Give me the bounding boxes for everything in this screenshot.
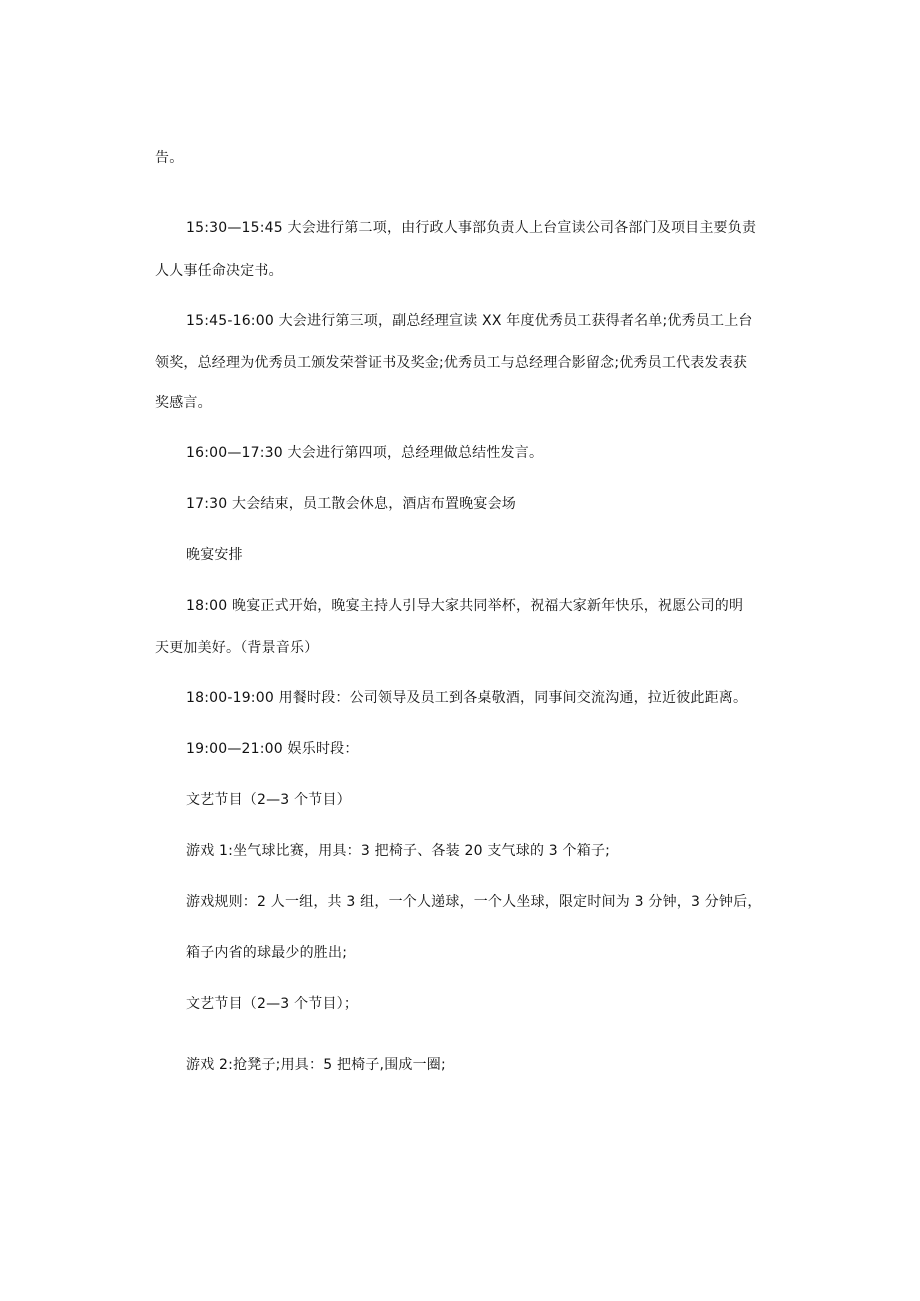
text-line: 奖感言。 (155, 395, 212, 411)
text-line: 15:45-16:00 大会进行第三项，副总经理宣读 XX 年度优秀员工获得者名单;优秀员工上台 (186, 313, 753, 329)
text-line: 游戏规则：2 人一组，共 3 组，一个人递球，一个人坐球，限定时间为 3 分钟，3 分钟后， (186, 894, 762, 910)
text-line: 游戏 1:坐气球比赛，用具：3 把椅子、各装 20 支气球的 3 个箱子; (186, 843, 611, 859)
text-line: 15:30—15:45 大会进行第二项，由行政人事部负责人上台宣读公司各部门及项目主要负责 (186, 220, 757, 236)
text-line: 告。 (155, 150, 184, 166)
text-line: 文艺节目（2—3 个节目）； (186, 996, 359, 1012)
text-line: 人人事任命决定书。 (155, 263, 283, 279)
section-heading: 晚宴安排 (186, 547, 243, 563)
text-line: 领奖，总经理为优秀员工颁发荣誉证书及奖金;优秀员工与总经理合影留念;优秀员工代表发表获 (155, 355, 748, 371)
text-line: 18:00 晚宴正式开始，晚宴主持人引导大家共同举杯，祝福大家新年快乐，祝愿公司的明 (186, 598, 744, 614)
text-line: 箱子内省的球最少的胜出; (186, 945, 348, 961)
text-line: 文艺节目（2—3 个节目） (186, 792, 351, 808)
text-line: 天更加美好。（背景音乐） (155, 640, 319, 656)
text-line: 游戏 2:抢凳子;用具：5 把椅子,围成一圈; (186, 1057, 446, 1073)
text-line: 18:00-19:00 用餐时段：公司领导及员工到各桌敬酒，同事间交流沟通，拉近彼此距离。 (186, 690, 748, 706)
text-line: 19:00—21:00 娱乐时段： (186, 741, 359, 757)
text-line: 16:00—17:30 大会进行第四项，总经理做总结性发言。 (186, 445, 544, 461)
text-line: 17:30 大会结束，员工散会休息，酒店布置晚宴会场 (186, 496, 516, 512)
